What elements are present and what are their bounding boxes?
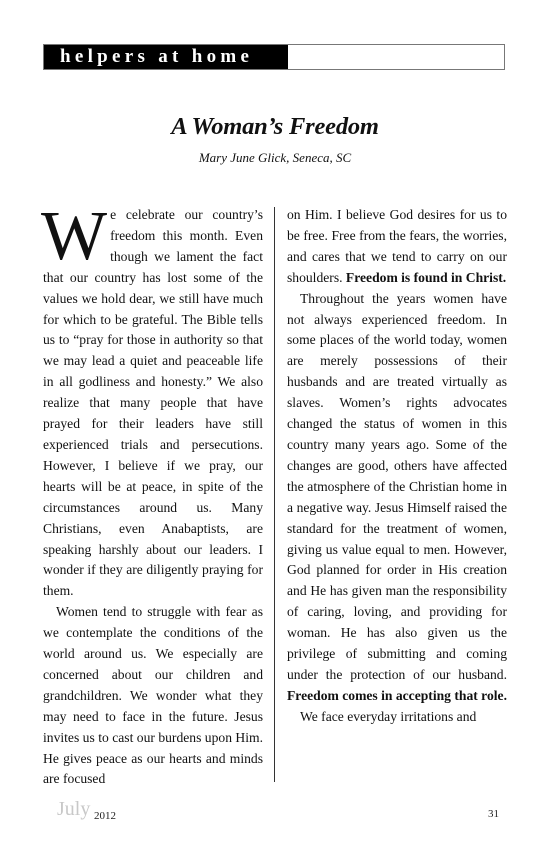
paragraph-4: We face everyday irritations and — [300, 708, 477, 724]
page-number: 31 — [488, 808, 499, 820]
paragraph-2-end — [287, 205, 507, 289]
article-byline: Mary June Glick, Seneca, SC — [198, 150, 352, 165]
paragraph-3-emphasis: Freedom comes in accepting that role. — [287, 687, 507, 703]
section-label: helpers at home — [44, 45, 288, 69]
footer-month: July — [57, 798, 91, 820]
footer-year: 2012 — [94, 810, 116, 822]
paragraph-3 — [287, 289, 507, 707]
column-divider — [274, 207, 275, 782]
article-title: A Woman’s Freedom — [171, 113, 379, 140]
right-column — [287, 205, 507, 728]
section-header — [43, 44, 505, 70]
paragraph-2-end-text: on Him. I believe God desires for us to be free. Free from the fears, the worries, and cares that we tend to carry on our shoulders. — [287, 207, 507, 285]
left-column — [41, 198, 263, 790]
paragraph-1 — [41, 198, 263, 602]
paragraph-2-start: Women tend to struggle with fear as we contemplate the conditions of the world around us. We especially are concerned about our children and grandchildren. We wonder what they may need to face in the future. Jesus invites us to cast our burdens upon Him. He gives peace as our hearts and minds are focused — [43, 604, 263, 787]
drop-cap: W — [41, 198, 108, 275]
paragraph-2-emphasis: Freedom is found in Christ. — [345, 269, 507, 285]
paragraph-3-text: Throughout the years women have not always experienced freedom. In some places of the world today, women are merely possessions of their husbands and are treated virtually as slaves. Women’s rights advocates changed the status of women in this country many years ago. Some of the changes are good, others have affected the atmosphere of the Christian home in a negative way. Jesus Himself raised the standard for the treatment of women, giving us value equal to men. However, God planned for order in His creation and He has given man the responsibility of caring, loving, and providing for woman. He has also given us the privilege of submitting and coming under the protection of our husband. — [287, 290, 507, 682]
paragraph-1-text: e celebrate our country’s freedom this month. Even though we lament the fact that our country has lost some of the values we hold dear, we still have much for which to be grateful. The Bible tells us to “pray for those in authority so that we may lead a quiet and peaceable life in all godliness and honesty.” We also realize that many people that have prayed for their leaders have still experienced trials and persecutions. However, I believe if we pray, our hearts will be at peace, in spite of the circumstances around us. Many Christians, even Anabaptists, are speaking harshly about our leaders. I wonder if they are diligently praying for them. — [43, 207, 263, 599]
